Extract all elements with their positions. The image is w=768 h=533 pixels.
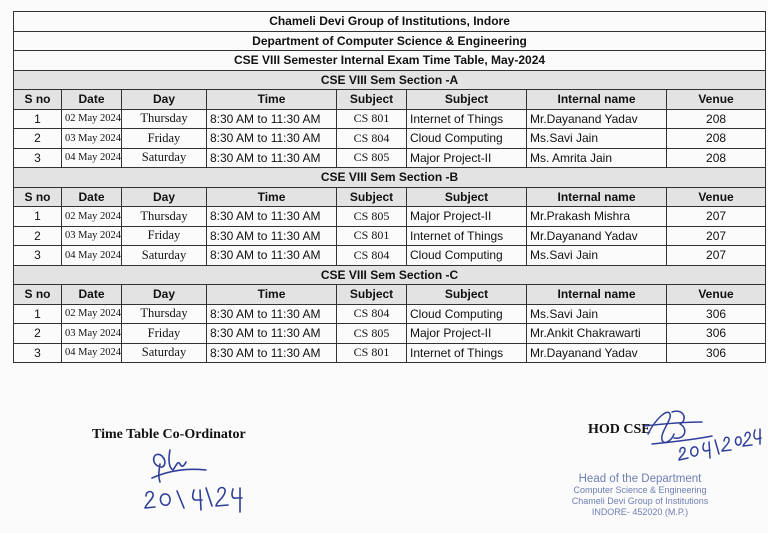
time-cell: 8:30 AM to 11:30 AM xyxy=(207,207,337,227)
time-cell: 8:30 AM to 11:30 AM xyxy=(207,148,337,168)
time-cell: 8:30 AM to 11:30 AM xyxy=(207,343,337,363)
internal-name-cell: Ms.Savi Jain xyxy=(527,304,667,324)
time-cell: 8:30 AM to 11:30 AM xyxy=(207,129,337,149)
sno-cell: 1 xyxy=(14,304,62,324)
department-name: Department of Computer Science & Engineering xyxy=(14,31,766,51)
time-cell: 8:30 AM to 11:30 AM xyxy=(207,324,337,344)
venue-cell: 207 xyxy=(667,207,766,227)
subject-code-cell: CS 801 xyxy=(337,343,407,363)
table-row xyxy=(14,109,766,129)
venue-cell: 208 xyxy=(667,148,766,168)
date-cell: 02 May 2024 xyxy=(62,304,122,324)
column-header: Subject xyxy=(337,90,407,110)
subject-name-cell: Internet of Things xyxy=(407,226,527,246)
sno-cell: 2 xyxy=(14,324,62,344)
sno-cell: 3 xyxy=(14,148,62,168)
column-header: Venue xyxy=(667,90,766,110)
day-cell: Friday xyxy=(122,226,207,246)
internal-name-cell: Mr.Dayanand Yadav xyxy=(527,343,667,363)
column-header: Subject xyxy=(407,285,527,305)
day-cell: Saturday xyxy=(122,246,207,266)
subject-code-cell: CS 804 xyxy=(337,304,407,324)
venue-cell: 208 xyxy=(667,129,766,149)
internal-name-cell: Mr.Dayanand Yadav xyxy=(527,226,667,246)
section-title: CSE VIII Sem Section -B xyxy=(14,168,766,188)
column-header: Date xyxy=(62,90,122,110)
date-cell: 04 May 2024 xyxy=(62,148,122,168)
column-header: Time xyxy=(207,285,337,305)
subject-name-cell: Cloud Computing xyxy=(407,304,527,324)
date-cell: 02 May 2024 xyxy=(62,109,122,129)
column-header: Internal name xyxy=(527,285,667,305)
column-header: Venue xyxy=(667,285,766,305)
coordinator-label: Time Table Co-Ordinator xyxy=(92,427,246,442)
sno-cell: 2 xyxy=(14,129,62,149)
day-cell: Thursday xyxy=(122,109,207,129)
column-header-row xyxy=(14,90,766,110)
subject-code-cell: CS 804 xyxy=(337,246,407,266)
venue-cell: 207 xyxy=(667,246,766,266)
column-header-row xyxy=(14,187,766,207)
sno-cell: 3 xyxy=(14,343,62,363)
venue-cell: 207 xyxy=(667,226,766,246)
exam-timetable xyxy=(13,11,766,363)
subject-name-cell: Internet of Things xyxy=(407,343,527,363)
date-cell: 03 May 2024 xyxy=(62,129,122,149)
table-row xyxy=(14,129,766,149)
column-header: Day xyxy=(122,285,207,305)
column-header: Internal name xyxy=(527,90,667,110)
day-cell: Friday xyxy=(122,324,207,344)
column-header: Internal name xyxy=(527,187,667,207)
column-header: S no xyxy=(14,187,62,207)
coordinator-signature xyxy=(140,440,250,516)
subject-code-cell: CS 805 xyxy=(337,207,407,227)
column-header: Time xyxy=(207,90,337,110)
column-header: Time xyxy=(207,187,337,207)
venue-cell: 306 xyxy=(667,343,766,363)
column-header-row xyxy=(14,285,766,305)
table-row xyxy=(14,343,766,363)
stamp-line-2: Computer Science & Engineering xyxy=(573,485,707,495)
column-header: Subject xyxy=(337,187,407,207)
subject-code-cell: CS 801 xyxy=(337,226,407,246)
hod-label: HOD CSE xyxy=(588,422,651,437)
date-cell: 03 May 2024 xyxy=(62,324,122,344)
day-cell: Saturday xyxy=(122,148,207,168)
column-header: Subject xyxy=(407,90,527,110)
time-cell: 8:30 AM to 11:30 AM xyxy=(207,304,337,324)
table-row xyxy=(14,246,766,266)
subject-name-cell: Internet of Things xyxy=(407,109,527,129)
subject-code-cell: CS 804 xyxy=(337,129,407,149)
column-header: Subject xyxy=(407,187,527,207)
column-header: Date xyxy=(62,285,122,305)
table-row xyxy=(14,226,766,246)
time-cell: 8:30 AM to 11:30 AM xyxy=(207,109,337,129)
department-stamp xyxy=(540,474,740,518)
subject-name-cell: Cloud Computing xyxy=(407,129,527,149)
stamp-line-4: INDORE- 452020 (M.P.) xyxy=(591,507,689,517)
day-cell: Friday xyxy=(122,129,207,149)
sno-cell: 2 xyxy=(14,226,62,246)
day-cell: Saturday xyxy=(122,343,207,363)
date-cell: 02 May 2024 xyxy=(62,207,122,227)
column-header: S no xyxy=(14,285,62,305)
column-header: Day xyxy=(122,90,207,110)
venue-cell: 306 xyxy=(667,304,766,324)
subject-name-cell: Cloud Computing xyxy=(407,246,527,266)
subject-code-cell: CS 805 xyxy=(337,148,407,168)
internal-name-cell: Mr.Dayanand Yadav xyxy=(527,109,667,129)
internal-name-cell: Ms.Savi Jain xyxy=(527,246,667,266)
time-cell: 8:30 AM to 11:30 AM xyxy=(207,226,337,246)
column-header: Date xyxy=(62,187,122,207)
table-row xyxy=(14,148,766,168)
subject-name-cell: Major Project-II xyxy=(407,148,527,168)
table-row xyxy=(14,304,766,324)
sno-cell: 1 xyxy=(14,207,62,227)
sno-cell: 1 xyxy=(14,109,62,129)
date-cell: 04 May 2024 xyxy=(62,343,122,363)
exam-title: CSE VIII Semester Internal Exam Time Table, May-2024 xyxy=(14,51,766,71)
internal-name-cell: Mr.Ankit Chakrawarti xyxy=(527,324,667,344)
venue-cell: 208 xyxy=(667,109,766,129)
stamp-line-3: Chameli Devi Group of Institutions xyxy=(571,496,709,506)
stamp-line-1: Head of the Department xyxy=(578,473,702,485)
date-cell: 04 May 2024 xyxy=(62,246,122,266)
subject-name-cell: Major Project-II xyxy=(407,207,527,227)
table-row xyxy=(14,207,766,227)
hod-signature xyxy=(642,400,764,472)
section-title: CSE VIII Sem Section -C xyxy=(14,265,766,285)
subject-name-cell: Major Project-II xyxy=(407,324,527,344)
institution-name: Chameli Devi Group of Institutions, Indore xyxy=(14,12,766,32)
sno-cell: 3 xyxy=(14,246,62,266)
time-cell: 8:30 AM to 11:30 AM xyxy=(207,246,337,266)
column-header: Subject xyxy=(337,285,407,305)
day-cell: Thursday xyxy=(122,304,207,324)
subject-code-cell: CS 801 xyxy=(337,109,407,129)
internal-name-cell: Mr.Prakash Mishra xyxy=(527,207,667,227)
column-header: Venue xyxy=(667,187,766,207)
table-row xyxy=(14,324,766,344)
section-title: CSE VIII Sem Section -A xyxy=(14,70,766,90)
day-cell: Thursday xyxy=(122,207,207,227)
internal-name-cell: Ms.Savi Jain xyxy=(527,129,667,149)
date-cell: 03 May 2024 xyxy=(62,226,122,246)
column-header: S no xyxy=(14,90,62,110)
subject-code-cell: CS 805 xyxy=(337,324,407,344)
venue-cell: 306 xyxy=(667,324,766,344)
internal-name-cell: Ms. Amrita Jain xyxy=(527,148,667,168)
column-header: Day xyxy=(122,187,207,207)
